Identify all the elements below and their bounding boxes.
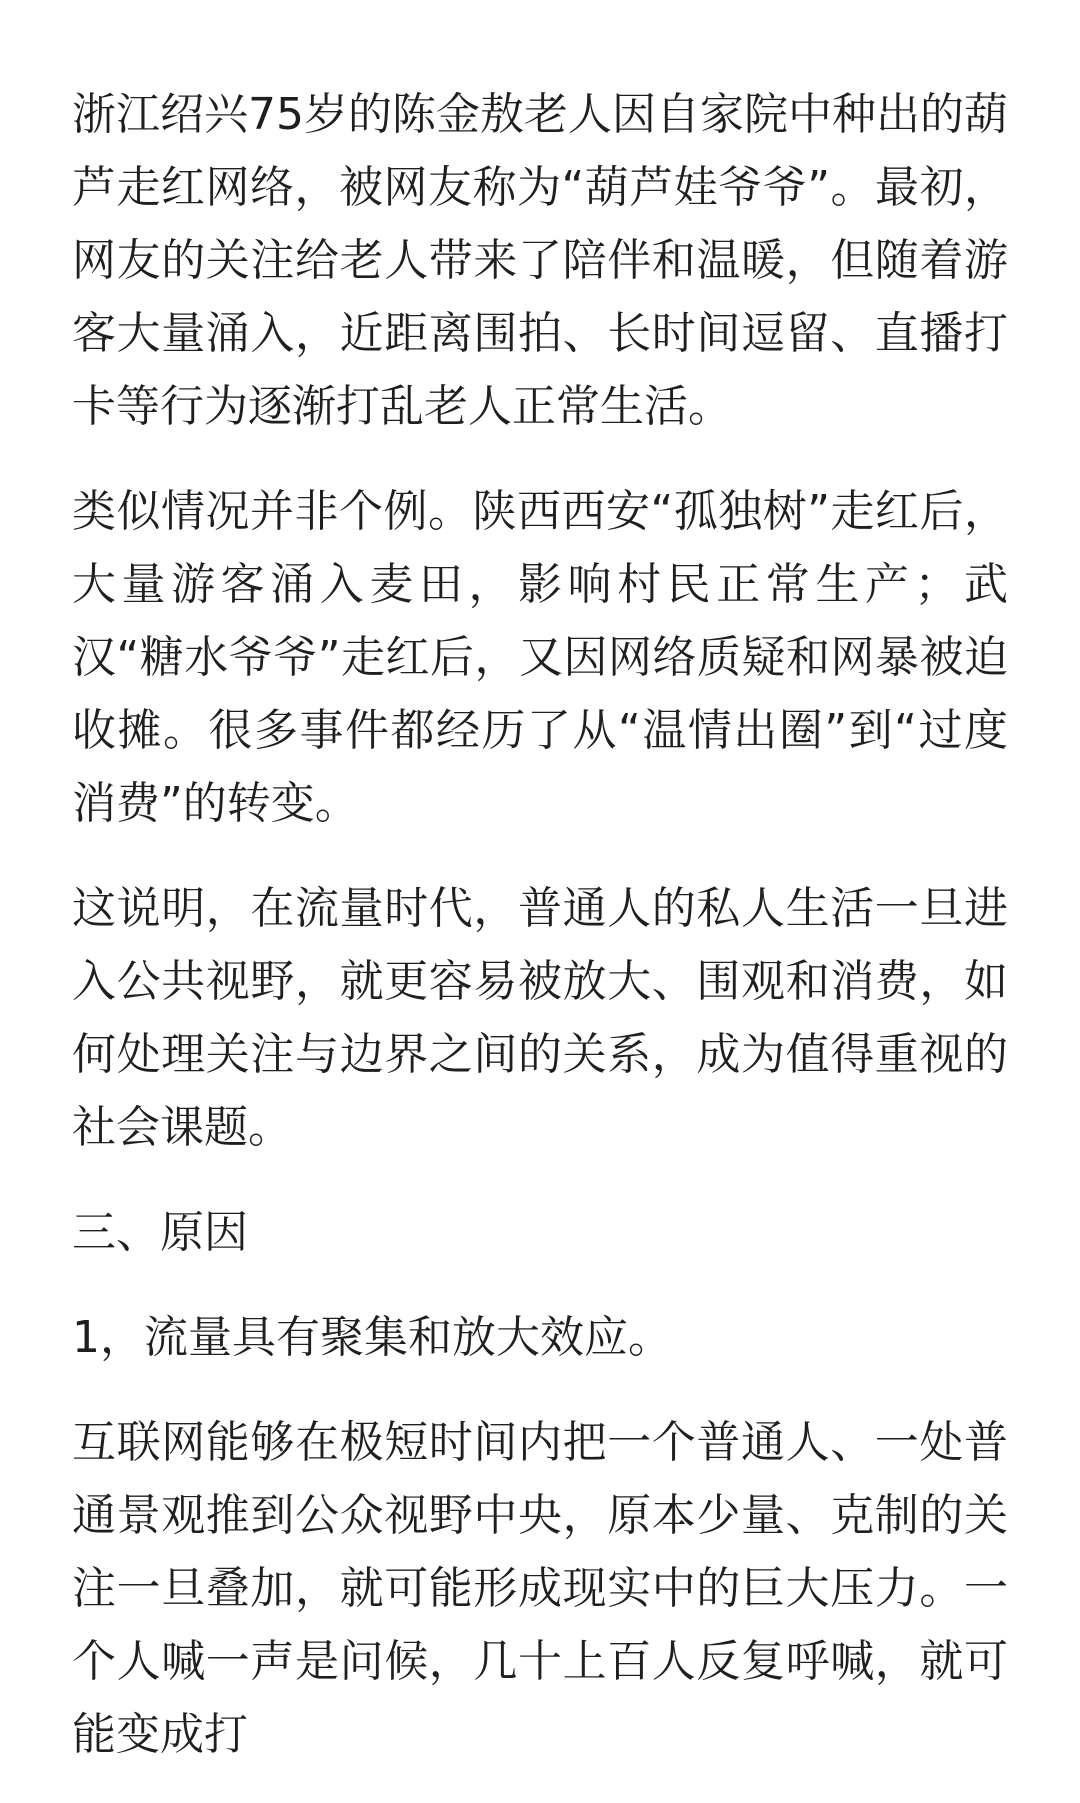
paragraph-2: 类似情况并非个例。陕西西安“孤独树”走红后，大量游客涌入麦田，影响村民正常生产；武汉“糖水爷爷”走红后，又因网络质疑和网暴被迫收摊。很多事件都经历了从“温情出圈”到“过度消费”的转变。 (72, 486, 1008, 829)
paragraph-1: 浙江绍兴75岁的陈金敖老人因自家院中种出的葫芦走红网络，被网友称为“葫芦娃爷爷”。最初，网友的关注给老人带来了陪伴和温暖，但随着游客大量涌入，近距离围拍、长时间逗留、直播打卡等行为逐渐打乱老人正常生活。 (72, 89, 1008, 432)
section-heading: 三、原因 (72, 1207, 248, 1258)
point-heading-1: 1，流量具有聚集和放大效应。 (72, 1312, 672, 1363)
paragraph-3: 这说明，在流量时代，普通人的私人生活一旦进入公共视野，就更容易被放大、围观和消费，如何处理关注与边界之间的关系，成为值得重视的社会课题。 (72, 883, 1008, 1153)
article-body (72, 78, 1008, 1803)
paragraph-4: 互联网能够在极短时间内把一个普通人、一处普通景观推到公众视野中央，原本少量、克制的关注一旦叠加，就可能形成现实中的巨大压力。一个人喊一声是问候，几十上百人反复呼喊，就可能变成打 (72, 1417, 1008, 1760)
